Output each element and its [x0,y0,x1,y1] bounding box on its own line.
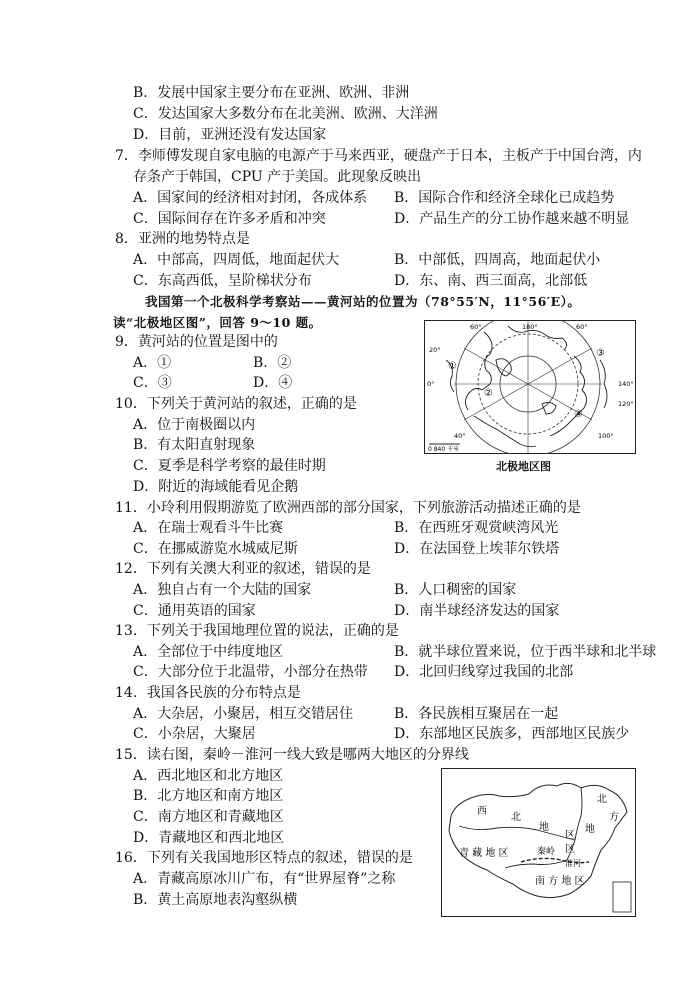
lon-40-label: 40° [454,432,466,440]
label-huaihe: 淮河 [565,859,581,868]
q9-option-c: C．③ [133,375,172,391]
lat-20-label: 20° [429,346,441,354]
q8-option-c: C．东高西低，呈阶梯状分布 [133,273,312,289]
q15-option-d: D．青藏地区和西北地区 [133,830,285,846]
lon-120-label: 120° [618,400,634,408]
q16-stem: 16．下列有关我国地形区特点的叙述，错误的是 [115,850,413,866]
marker-4: ④ [574,409,583,420]
q9-10-intro-line1: 我国第一个北极科学考察站——黄河站的位置为（78°55′N，11°56′E）。 [145,294,581,309]
q10-stem: 10．下列关于黄河站的叙述，正确的是 [115,396,357,412]
q15-option-b: B．北方地区和南方地区 [133,788,284,804]
q7-stem-line1: 7．李师傅发现自家电脑的电源产于马来西亚，硬盘产于日本，主板产于中国台湾，内 [115,148,642,164]
label-nw-2: 北 [511,812,521,823]
scale-label: 0 840 千米 [428,446,460,453]
q11-option-d: D．在法国登上埃菲尔铁塔 [394,541,560,557]
q14-option-a: A．大杂居，小聚居，相互交错居住 [133,706,354,722]
label-south: 南 方 地 区 [535,876,585,887]
label-nw-3: 地 [539,822,549,833]
q14-stem: 14．我国各民族的分布特点是 [115,685,301,701]
q7-stem-line2: 存条产于韩国，CPU 产于美国。此现象反映出 [133,169,422,185]
q12-stem: 12．下列有关澳大利亚的叙述，错误的是 [115,561,371,577]
q9-option-d: D．④ [253,375,293,391]
label-qinling: 秦岭 [537,847,556,857]
q9-stem: 9．黄河站的位置是图中的 [115,334,278,350]
q14-option-d: D．东部地区民族多，西部地区民族少 [394,726,630,742]
q8-option-b: B．中部低，四周高，地面起伏小 [394,252,601,268]
q13-stem: 13．下列关于我国地理位置的说法，正确的是 [115,623,399,639]
q13-option-a: A．全部位于中纬度地区 [133,644,284,660]
q12-option-b: B．人口稠密的国家 [394,582,517,598]
q15-option-c: C．南方地区和青藏地区 [133,809,284,825]
q7-option-a: A．国家间的经济相对封闭，各成体系 [133,190,368,206]
q15-option-a: A．西北地区和北方地区 [133,768,284,784]
china-regions-map [441,768,636,917]
q7-option-d: D．产品生产的分工协作越来越不明显 [394,211,630,227]
label-n-3: 地 [585,824,595,835]
q11-option-c: C．在挪威游览水城威尼斯 [133,541,298,557]
q9-option-b: B．② [253,355,292,371]
q7-option-c: C．国际间存在许多矛盾和冲突 [133,211,326,227]
q9-10-intro-line2: 读“北极地区图”，回答 9～10 题。 [113,315,322,330]
q16-option-b: B．黄土高原地表沟壑纵横 [133,892,298,908]
q14-option-b: B．各民族相互聚居在一起 [394,706,559,722]
lon-60e-label: 60° [576,323,588,331]
q13-option-d: D．北回归线穿过我国的北部 [394,664,574,680]
q14-option-c: C．小杂居，大聚居 [133,726,256,742]
q13-option-b: B．就半球位置来说，位于西半球和北半球 [394,644,657,660]
arctic-map [424,320,636,454]
label-n-1: 北 [597,794,607,805]
q10-option-d: D．附近的海域能看见企鹅 [133,479,299,495]
q6-option-c: C．发达国家大多数分布在北美洲、欧洲、大洋洲 [133,106,438,122]
q8-option-a: A．中部高，四周低，地面起伏大 [133,252,340,268]
q11-option-b: B．在西班牙观赏峡湾风光 [394,520,559,536]
q6-option-b: B．发展中国家主要分布在亚洲、欧洲、非洲 [133,85,410,101]
label-nw-1: 西 [477,806,487,817]
label-n-4: 区 [565,844,575,855]
q11-option-a: A．在瑞士观看斗牛比赛 [133,520,284,536]
lon-140-label: 140° [618,380,634,388]
marker-3: ③ [596,348,605,359]
q8-option-d: D．东、南、西三面高，北部低 [394,273,588,289]
q9-option-a: A．① [133,355,172,371]
lon-0-label: 0° [427,380,435,388]
q7-option-b: B．国际合作和经济全球化已成趋势 [394,190,615,206]
q10-option-a: A．位于南极圈以内 [133,417,256,433]
lon-180-label: 180° [522,323,538,331]
lon-60w-label: 60° [470,323,482,331]
label-nw-4: 区 [565,830,575,841]
label-n-2: 方 [609,812,619,823]
q10-option-c: C．夏季是科学考察的最佳时期 [133,458,326,474]
label-qingzang: 青 藏 地 区 [459,848,509,859]
q12-option-d: D．南半球经济发达的国家 [394,603,560,619]
q13-option-c: C．大部分位于北温带，小部分在热带 [133,664,368,680]
q15-stem: 15．读右图，秦岭－淮河一线大致是哪两大地区的分界线 [115,747,469,763]
arctic-map-caption: 北极地区图 [496,460,551,473]
q16-option-a: A．青藏高原冰川广布，有“世界屋脊”之称 [133,871,396,887]
q12-option-a: A．独自占有一个大陆的国家 [133,582,312,598]
q6-option-d: D．目前，亚洲还没有发达国家 [133,127,327,143]
marker-2: ② [484,388,493,399]
q12-option-c: C．通用英语的国家 [133,603,256,619]
q10-option-b: B．有太阳直射现象 [133,437,256,453]
q8-stem: 8．亚洲的地势特点是 [115,231,250,247]
lon-100-label: 100° [598,432,614,440]
marker-1: ① [448,361,457,372]
q11-stem: 11．小玲利用假期游览了欧洲西部的部分国家，下列旅游活动描述正确的是 [115,500,581,516]
